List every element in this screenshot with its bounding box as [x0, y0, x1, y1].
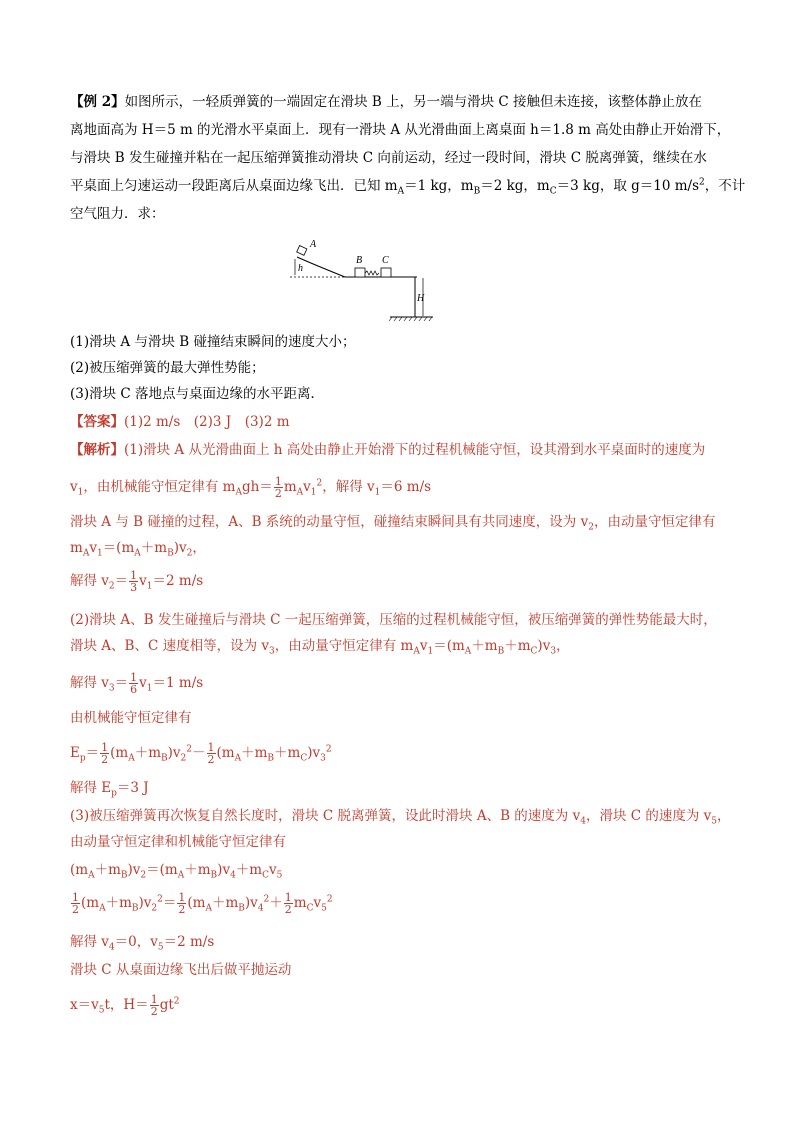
ground-hatch — [389, 317, 432, 321]
analysis-line-6: (2)滑块 A、B 发生碰撞后与滑块 C 一起压缩弹簧，压缩的过程机械能守恒，被压缩弹簧的弹性势能最大时， — [70, 612, 717, 628]
analysis-line-18: $x=v_5t$，H＝ $\frac{1}{2}$ $gt^2$ — [70, 993, 180, 1018]
analysis-line-2: $v_1$，由机械能守恒定律有 $m_Agh=$ $\frac{1}{2}$ $m_Av_1^2$，解得 $v_1=6$ m/s — [70, 475, 432, 500]
spring — [365, 271, 379, 275]
question-1: (1)滑块 A 与滑块 B 碰撞结束瞬间的速度大小； — [70, 334, 356, 350]
physics-figure — [285, 235, 435, 325]
label-H: H — [417, 293, 425, 304]
question-3: (3)滑块 C 落地点与桌面边缘的水平距离． — [70, 386, 325, 402]
analysis-line-14: $(m_A+m_B)v_2=(m_A+m_B)v_4+m_Cv_5$ — [70, 862, 283, 881]
analysis-line-7: 滑块 A、B、C 速度相等，设为 $v_3$，由动量守恒定律有 $m_Av_1=(m_A+m_B+m_C)v_3$， — [70, 638, 570, 657]
question-2: (2)被压缩弹簧的最大弹性势能； — [70, 360, 265, 376]
analysis-line-8: 解得 $v_3=$ $\frac{1}{6}$ $v_1=1$ m/s — [70, 671, 204, 696]
analysis-line-10: $E_p=$ $\frac{1}{2}$ $(m_A+m_B)v_2^2-$ $\frac{1}{2}$ $(m_A+m_B+m_C)v_3^2$ — [70, 741, 332, 766]
analysis-line-4: $m_Av_1=(m_A+m_B)v_2$， — [70, 540, 206, 559]
problem-line-2: 离地面高为 H＝5 m 的光滑水平桌面上．现有一滑块 A 从光滑曲面上离桌面 h＝1.8 m 高处由静止开始滑下， — [70, 122, 731, 138]
problem-tag: 【例 2】 — [70, 94, 125, 110]
analysis-tag: 【解析】 — [70, 442, 124, 458]
block-c — [381, 268, 391, 277]
block-b — [355, 268, 365, 277]
analysis-line-9: 由机械能守恒定律有 — [70, 710, 192, 726]
analysis-line-11: 解得 $E_p=3$ J — [70, 780, 149, 799]
analysis-line-13: 由动量守恒定律和机械能守恒定律有 — [70, 834, 286, 850]
answer-line — [70, 412, 290, 432]
label-b: B — [356, 255, 363, 266]
answer-tag: 【答案】 — [70, 414, 124, 430]
analysis-line-3: 滑块 A 与 B 碰撞的过程，A、B 系统的动量守恒，碰撞结束瞬间具有共同速度，设为 $v_2$，由动量守恒定律有 — [70, 514, 716, 533]
problem-line-3: 与滑块 B 发生碰撞并粘在一起压缩弹簧推动滑块 C 向前运动，经过一段时间，滑块 C 脱离弹簧，继续在水 — [70, 150, 707, 166]
analysis-line-17: 滑块 C 从桌面边缘飞出后做平抛运动 — [70, 962, 292, 978]
analysis-line-16: 解得 $v_4=0$，$v_5=2$ m/s — [70, 934, 215, 953]
problem-line-1: 【例 2】如图所示，一轻质弹簧的一端固定在滑块 B 上，另一端与滑块 C 接触但未连接，该整体静止放在 — [70, 94, 703, 110]
answer-text: (1)2 m/s (2)3 J (3)2 m — [124, 414, 290, 430]
analysis-line-5: 解得 $v_2=$ $\frac{1}{3}$ $v_1=2$ m/s — [70, 569, 204, 594]
label-c: C — [382, 255, 389, 266]
analysis-line-15: $\frac{1}{2}$ $(m_A+m_B)v_2^2=$ $\frac{1}{2}$ $(m_A+m_B)v_4^2+$ $\frac{1}{2}$ $m_Cv_5^2$ — [72, 891, 333, 916]
label-h: h — [298, 263, 303, 274]
block-a — [297, 246, 307, 256]
analysis-line-12: (3)被压缩弹簧再次恢复自然长度时，滑块 C 脱离弹簧，设此时滑块 A、B 的速度为 $v_4$，滑块 C 的速度为 $v_5$， — [70, 808, 731, 827]
analysis-line-1: 【解析】(1)滑块 A 从光滑曲面上 h 高处由静止开始滑下的过程机械能守恒，设其滑到水平桌面时的速度为 — [70, 442, 706, 458]
label-a: A — [310, 239, 317, 250]
problem-line-4: 平桌面上匀速运动一段距离后从桌面边缘飞出．已知 $m_A=1$ kg，$m_B=2$ kg，$m_C=3$ kg，取 g＝10 $m/s^2$，不计 — [70, 177, 746, 197]
problem-line-5: 空气阻力．求： — [70, 206, 165, 222]
